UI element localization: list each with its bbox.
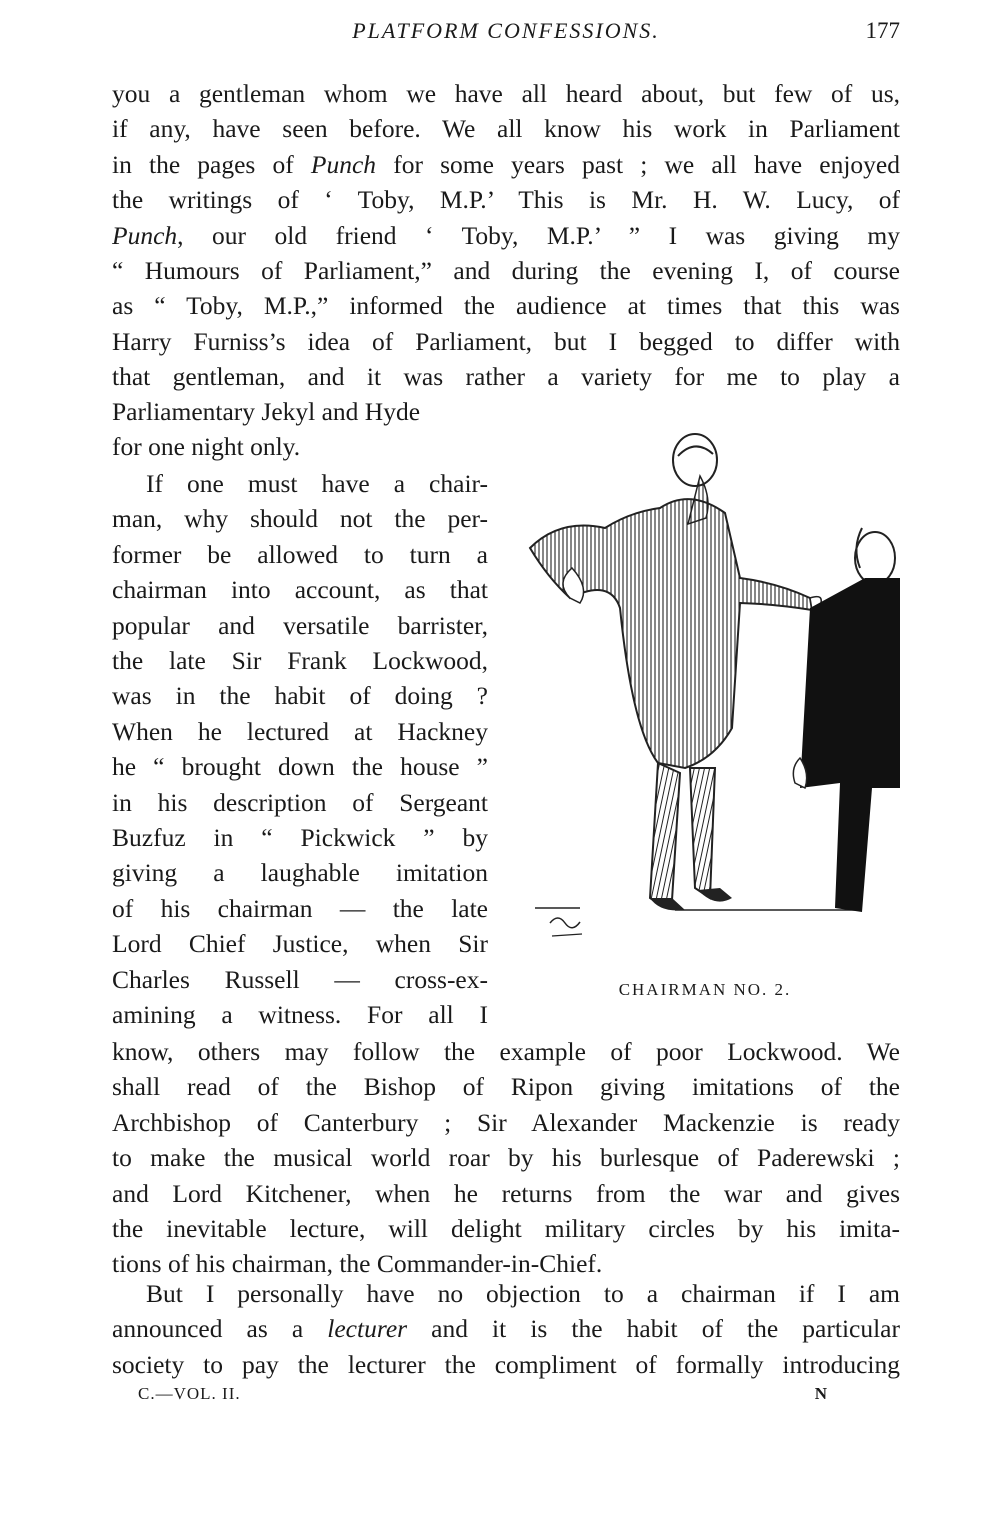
paragraph-continued <box>112 76 900 395</box>
page-number: 177 <box>865 18 900 43</box>
text-line: former be allowed to turn a <box>112 539 488 569</box>
text-line: Archbishop of Canterbury ; Sir Alexander Mackenzie is ready <box>112 1107 900 1137</box>
text-line: popular and versatile barrister, <box>112 610 488 640</box>
running-head: PLATFORM CONFESSIONS. <box>352 18 660 43</box>
chairman-figure <box>793 528 900 912</box>
text-line: society to pay the lecturer the compliment of formally introducing <box>112 1349 900 1379</box>
text-line: “ Humours of Parliament,” and during the evening I, of course <box>112 256 900 286</box>
chairman-illustration <box>510 428 900 968</box>
text-line: tions of his chairman, the Commander-in-Chief. <box>112 1249 603 1279</box>
text-line: the late Sir Frank Lockwood, <box>112 646 488 676</box>
text-line: in his description of Sergeant <box>112 787 488 817</box>
text-line: in the pages of Punch for some years past ; we all have enjoyed <box>112 149 900 179</box>
italic-word: lecturer <box>327 1314 408 1344</box>
text-line: amining a witness. For all I <box>112 1000 488 1030</box>
text-line: if any, have seen before. We all know his work in Parliament <box>112 114 900 144</box>
text-line: you a gentleman whom we have all heard about, but few of us, <box>112 79 900 108</box>
paragraph-continued-narrow <box>112 394 488 465</box>
illustration-drawing <box>510 428 900 968</box>
paragraph-lecturer <box>112 1276 900 1382</box>
text-line: for one night only. <box>112 432 301 462</box>
text-line: Harry Furniss’s idea of Parliament, but I begged to differ with <box>112 326 900 356</box>
text-line: the writings of ‘ Toby, M.P.’ This is Mr. H. W. Lucy, of <box>112 185 900 215</box>
italic-word: Punch <box>112 220 178 250</box>
text-line: he “ brought down the house ” <box>112 752 488 782</box>
page-header <box>112 16 900 48</box>
signature-mark: C.—VOL. II. <box>138 1384 241 1403</box>
italic-word: Punch <box>310 149 377 179</box>
sheet-letter: N <box>814 1384 828 1403</box>
text-line: When he lectured at Hackney <box>112 716 488 746</box>
text-line: know, others may follow the example of poor Lockwood. We <box>112 1037 900 1066</box>
text-line: Charles Russell — cross-ex- <box>112 964 488 994</box>
paragraph-chairman-continued <box>112 1034 900 1282</box>
text-line: that gentleman, and it was rather a variety for me to play a <box>112 362 900 392</box>
text-line: Punch, our old friend ‘ Toby, M.P.’ ” I was giving my <box>112 220 900 250</box>
text-line: shall read of the Bishop of Ripon giving imitations of the <box>112 1072 900 1102</box>
text-line: of his chairman — the late <box>112 893 488 923</box>
text-line: to make the musical world roar by his burlesque of Paderewski ; <box>112 1143 900 1173</box>
paragraph-chairman <box>112 466 488 1033</box>
text-line: If one must have a chair- <box>146 469 488 498</box>
text-line: announced as a lecturer and it is the habit of the particular <box>112 1314 900 1344</box>
artist-monogram <box>550 918 582 936</box>
text-line: giving a laughable imitation <box>112 858 488 888</box>
text-line: and Lord Kitchener, when he returns from the war and gives <box>112 1178 900 1208</box>
text-line: the inevitable lecture, will delight military circles by his imita- <box>112 1214 900 1244</box>
text-line: Lord Chief Justice, when Sir <box>112 929 488 959</box>
text-line: as “ Toby, M.P.,” informed the audience at times that this was <box>112 291 900 321</box>
page-footer <box>138 1384 828 1414</box>
figure-caption: CHAIRMAN NO. 2. <box>618 980 792 999</box>
text-line: But I personally have no objection to a chairman if I am <box>146 1279 900 1308</box>
text-line: Buzfuz in “ Pickwick ” by <box>112 823 488 853</box>
lecturer-figure <box>530 434 821 911</box>
text-line: man, why should not the per- <box>112 504 488 534</box>
text-line: was in the habit of doing ? <box>112 681 488 711</box>
text-line: chairman into account, as that <box>112 575 488 605</box>
text-line: Parliamentary Jekyl and Hyde <box>112 397 421 426</box>
